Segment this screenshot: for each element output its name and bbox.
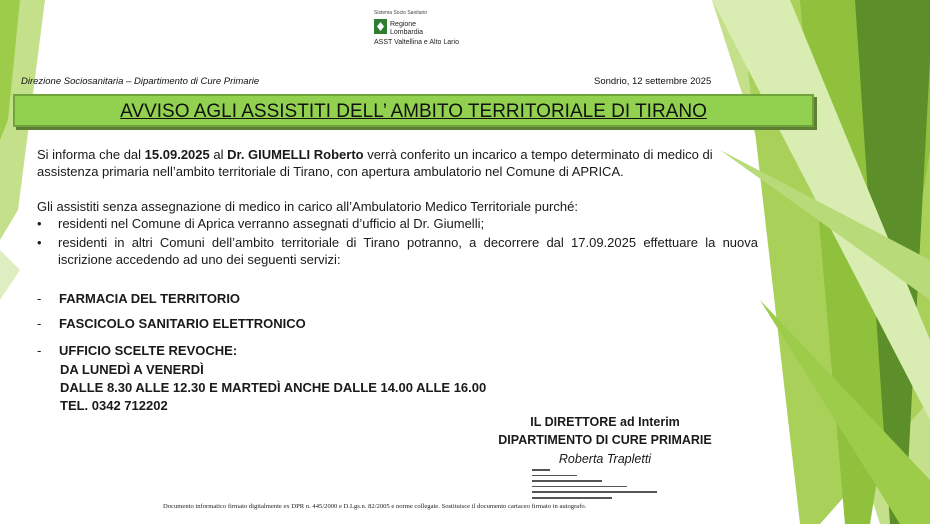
signature-title: IL DIRETTORE ad Interim — [530, 415, 680, 429]
intro-text-a: Si informa che dal — [37, 147, 145, 162]
digital-signature-details — [532, 469, 662, 503]
office-days: DA LUNEDÌ A VENERDÌ — [60, 362, 204, 377]
dash-marker: - — [37, 291, 42, 306]
service-label: UFFICIO SCELTE REVOCHE: — [59, 343, 238, 358]
office-hours: DALLE 8.30 ALLE 12.30 E MARTEDÌ ANCHE DALLE 14.00 ALLE 16.00 — [60, 380, 487, 395]
service-label: FARMACIA DEL TERRITORIO — [59, 291, 241, 306]
place-date: Sondrio, 12 settembre 2025 — [594, 76, 712, 87]
logo-system-text: Sistema Socio Sanitario — [374, 10, 428, 16]
page-title: AVVISO AGLI ASSISTITI DELL’ AMBITO TERRITORIALE DI TIRANO — [120, 101, 707, 122]
legal-footer: Documento informatico firmato digitalmente ex DPR n. 445/2000 e D.Lgs.n. 82/2005 e norme collegate. Sostituisce il documento cartaceo firmato in autografo. — [163, 503, 587, 510]
bullet-icon: • — [37, 216, 42, 231]
logo-region-line2: Lombardia — [390, 29, 424, 36]
department-line: Direzione Sociosanitaria – Dipartimento di Cure Primarie — [21, 76, 260, 87]
bullet-text: residenti in altri Comuni dell’ambito territoriale di Tirano potranno, a decorrere dal 17.09.2025 effettuare la nuova iscrizione accedendo ad uno dei seguenti servizi: — [58, 235, 758, 267]
service-label: FASCICOLO SANITARIO ELETTRONICO — [59, 316, 306, 331]
dash-marker: - — [37, 316, 42, 331]
signature-department: DIPARTIMENTO DI CURE PRIMARIE — [498, 433, 712, 447]
office-phone: TEL. 0342 712202 — [60, 398, 168, 413]
intro-paragraph — [37, 146, 732, 180]
bullet-text: residenti nel Comune di Aprica verranno assegnati d’ufficio al Dr. Giumelli; — [58, 216, 485, 231]
logo-asst-text: ASST Valtellina e Alto Lario — [374, 39, 459, 46]
dash-marker: - — [37, 343, 42, 358]
doctor-name: Dr. GIUMELLI Roberto — [227, 147, 364, 162]
signature-name: Roberta Trapletti — [558, 452, 652, 466]
asst-logo — [372, 10, 492, 52]
title-banner — [13, 94, 814, 127]
logo-region-line1: Regione — [390, 21, 417, 28]
intro-text-c: verrà conferito un incarico a tempo determinato di medico di assistenza primaria nell’ambito territoriale di Tirano, con apertura ambulatorio nel Comune di APRICA. — [37, 147, 713, 179]
bullet-icon: • — [37, 235, 42, 250]
eligibility-paragraph: Gli assistiti senza assegnazione di medico in carico all’Ambulatorio Medico Territoriale purché: — [37, 199, 578, 214]
intro-text-b: al — [209, 147, 228, 162]
lombardia-rose-icon — [374, 19, 387, 34]
start-date: 15.09.2025 — [144, 147, 210, 162]
